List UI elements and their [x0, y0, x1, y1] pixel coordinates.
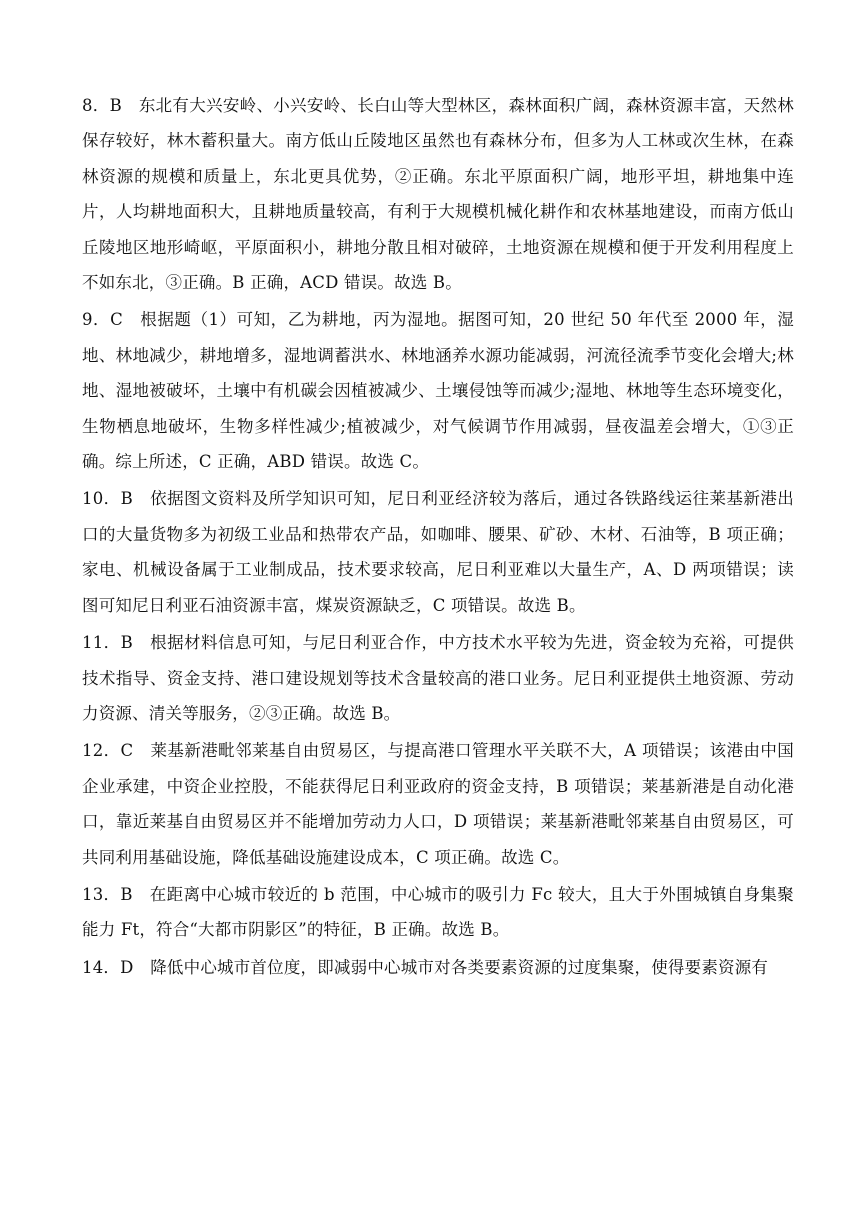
- answer-explanations: [82, 88, 794, 985]
- answer-12-explanation: 12．C 莱基新港毗邻莱基自由贸易区，与提高港口管理水平关联不大，A 项错误；该港由中国企业承建，中资企业控股，不能获得尼日利亚政府的资金支持，B 项错误；莱基新港是自动化港口，靠近莱基自由贸易区并不能增加劳动力人口，D 项错误；莱基新港毗邻莱基自由贸易区，可共同利用基础设施，降低基础设施建设成本，C 项正确。故选 C。: [82, 741, 794, 867]
- answer-14-explanation: 14．D 降低中心城市首位度，即减弱中心城市对各类要素资源的过度集聚，使得要素资源有: [82, 957, 769, 977]
- answer-9-explanation: 9．C 根据题（1）可知，乙为耕地，丙为湿地。据图可知，20 世纪 50 年代至 2000 年，湿地、林地减少，耕地增多，湿地调蓄洪水、林地涵养水源功能减弱，河流径流季节变化会增大;林地、湿地被破坏，土壤中有机碳会因植被减少、土壤侵蚀等而减少;湿地、林地等生态环境变化，生物栖息地破坏，生物多样性减少;植被减少，对气候调节作用减弱，昼夜温差会增大，①③正确。综上所述，C 正确，ABD 错误。故选 C。: [82, 310, 794, 472]
- answer-11-explanation: 11．B 根据材料信息可知，与尼日利亚合作，中方技术水平较为先进，资金较为充裕，可提供技术指导、资金支持、港口建设规划等技术含量较高的港口业务。尼日利亚提供土地资源、劳动力资源、清关等服务，②③正确。故选 B。: [82, 633, 794, 723]
- answer-10-explanation: 10．B 依据图文资料及所学知识可知，尼日利亚经济较为落后，通过各铁路线运往莱基新港出口的大量货物多为初级工业品和热带农产品，如咖啡、腰果、矿砂、木材、石油等，B 项正确；家电、机械设备属于工业制成品，技术要求较高，尼日利亚难以大量生产，A、D 两项错误；读图可知尼日利亚石油资源丰富，煤炭资源缺乏，C 项错误。故选 B。: [82, 489, 794, 615]
- answer-8-explanation: 8．B 东北有大兴安岭、小兴安岭、长白山等大型林区，森林面积广阔，森林资源丰富，天然林保存较好，林木蓄积量大。南方低山丘陵地区虽然也有森林分布，但多为人工林或次生林，在森林资源的规模和质量上，东北更具优势，②正确。东北平原面积广阔，地形平坦，耕地集中连片，人均耕地面积大，且耕地质量较高，有利于大规模机械化耕作和农林基地建设，而南方低山丘陵地区地形崎岖，平原面积小，耕地分散且相对破碎，土地资源在规模和便于开发利用程度上不如东北，③正确。B 正确，ACD 错误。故选 B。: [82, 96, 794, 293]
- answer-13-explanation: 13．B 在距离中心城市较近的 b 范围，中心城市的吸引力 Fc 较大，且大于外围城镇自身集聚能力 Ft，符合“大都市阴影区”的特征，B 正确。故选 B。: [82, 884, 794, 940]
